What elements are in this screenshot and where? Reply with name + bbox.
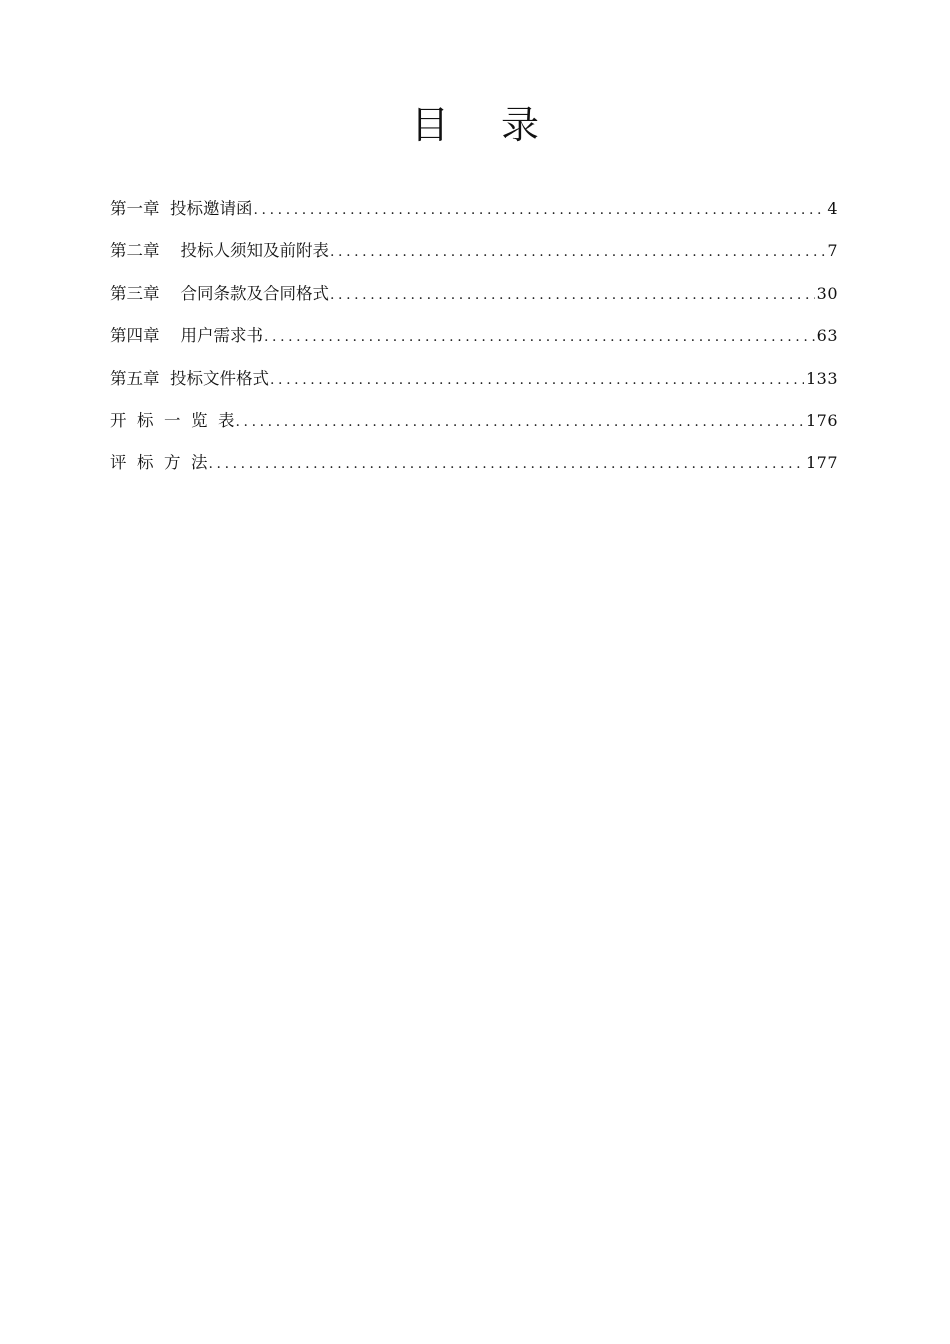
toc-entry-page-number: 30 [816,283,838,303]
toc-entry-page-number: 177 [805,453,838,473]
toc-dot-leader [330,280,815,310]
toc-entry-evaluation-method[interactable] [110,448,838,490]
toc-entry-page-number: 133 [805,368,838,388]
toc-entry-label: 第一章 投标邀请函 [110,199,253,218]
toc-entry-page-number: 7 [827,241,838,261]
toc-entry-chapter-2[interactable] [110,236,838,278]
toc-dot-leader [254,195,826,225]
toc-entry-chapter-1[interactable] [110,194,838,236]
table-of-contents [110,194,838,491]
toc-entry-chapter-4[interactable] [110,321,838,363]
toc-dot-leader [330,237,825,267]
toc-entry-page-number: 176 [805,410,838,430]
toc-entry-page-number: 4 [827,199,838,218]
toc-dot-leader [235,407,803,437]
toc-entry-label: 第四章 用户需求书 [110,326,263,346]
toc-entry-bid-opening-summary[interactable] [110,406,838,448]
toc-dot-leader [208,449,803,479]
toc-entry-label: 评 标 方 法 [110,453,208,473]
toc-dot-leader [264,322,815,352]
toc-entry-label: 第二章 投标人须知及前附表 [110,241,329,261]
toc-entry-label: 开 标 一 览 表 [110,410,235,430]
toc-title: 目录 [410,103,591,147]
toc-entry-chapter-5[interactable] [110,364,838,406]
toc-entry-label: 第五章 投标文件格式 [110,368,269,388]
toc-entry-chapter-3[interactable] [110,279,838,321]
toc-dot-leader [270,365,804,395]
toc-entry-page-number: 63 [816,326,838,346]
toc-entry-label: 第三章 合同条款及合同格式 [110,283,329,303]
